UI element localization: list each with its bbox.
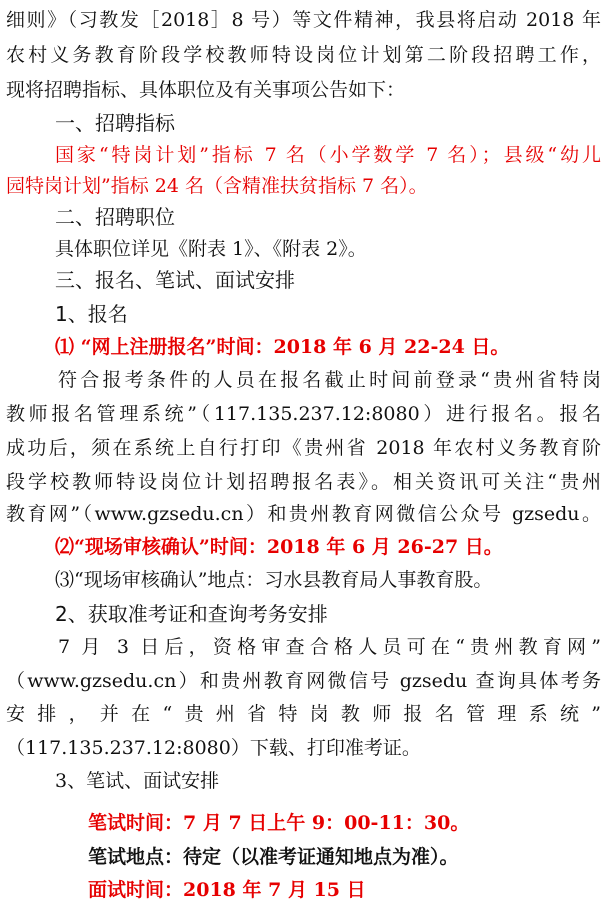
interview-time: 面试时间：2018 年 7 月 15 日 bbox=[88, 879, 366, 901]
positions-text: 具体职位详见《附表 1》、《附表 2》。 bbox=[55, 238, 367, 260]
written-exam-time: 笔试时间：7 月 7 日上午 9：00-11：30。 bbox=[88, 812, 470, 834]
intro-line-3: 现将招聘指标、具体职位及有关事项公告如下： bbox=[6, 79, 406, 101]
admission-para-line-3: 安排，并在“贵州省特岗教师报名管理系统” bbox=[6, 703, 601, 725]
registration-para-line-5: 教育网”（www.gzsedu.cn）和贵州教育网微信公众号 gzsedu。 bbox=[6, 503, 601, 525]
subsection-registration-heading: 1、报名 bbox=[55, 302, 128, 326]
quota-line-2: 园特岗计划”指标 24 名（含精准扶贫指标 7 名）。 bbox=[6, 175, 428, 197]
subsection-admission-heading: 2、获取准考证和查询考务安排 bbox=[55, 602, 328, 626]
admission-para-line-1: 7 月 3 日后，资格审查合格人员可在“贵州教育网” bbox=[58, 636, 601, 658]
section-1-heading: 一、招聘指标 bbox=[55, 111, 175, 135]
onsite-review-location: ⑶“现场审核确认”地点：习水县教育局人事教育股。 bbox=[55, 569, 493, 591]
intro-line-2: 农村义务教育阶段学校教师特设岗位计划第二阶段招聘工作， bbox=[6, 44, 601, 66]
section-3-heading: 三、报名、笔试、面试安排 bbox=[55, 268, 295, 292]
onsite-review-time: ⑵“现场审核确认”时间：2018 年 6 月 26-27 日。 bbox=[55, 536, 503, 558]
intro-line-1: 细则》（习教发［2018］8 号）等文件精神，我县将启动 2018 年 bbox=[6, 9, 601, 31]
subsection-exam-heading: 3、笔试、面试安排 bbox=[55, 770, 220, 792]
online-registration-time: ⑴ “网上注册报名”时间：2018 年 6 月 22-24 日。 bbox=[55, 336, 510, 358]
quota-line-1: 国家“特岗计划”指标 7 名（小学数学 7 名）；县级“幼儿 bbox=[55, 144, 601, 166]
registration-para-line-3: 成功后，须在系统上自行打印《贵州省 2018 年农村义务教育阶 bbox=[6, 437, 601, 459]
admission-para-line-2: （www.gzsedu.cn）和贵州教育网微信号 gzsedu 查询具体考务 bbox=[6, 670, 601, 692]
written-exam-location: 笔试地点：待定（以准考证通知地点为准）。 bbox=[88, 846, 459, 868]
section-2-heading: 二、招聘职位 bbox=[55, 205, 175, 229]
registration-para-line-1: 符合报考条件的人员在报名截止时间前登录“贵州省特岗 bbox=[58, 369, 601, 391]
registration-para-line-4: 段学校教师特设岗位计划招聘报名表》。相关资讯可关注“贵州 bbox=[6, 471, 601, 493]
admission-para-line-4: （117.135.237.12:8080）下载、打印准考证。 bbox=[6, 737, 421, 759]
registration-para-line-2: 教师报名管理系统”（117.135.237.12:8080）进行报名。报名 bbox=[6, 403, 601, 425]
